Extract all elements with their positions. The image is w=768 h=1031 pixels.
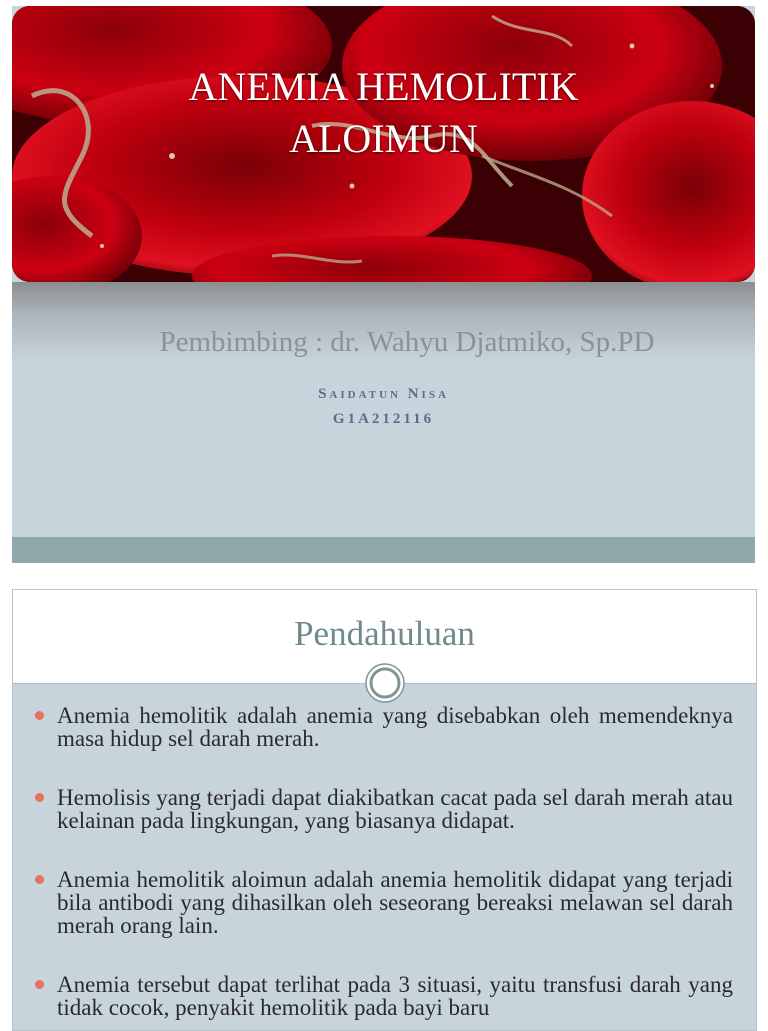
slide-title-line1: ANEMIA HEMOLITIK	[188, 64, 579, 109]
author-id: G1A212116	[332, 411, 435, 427]
author-block	[12, 382, 755, 432]
bullet-text: Hemolisis yang terjadi dapat diakibatkan cacat pada sel darah merah atau kelainan pada lingkungan, yang biasanya didapat.	[57, 785, 733, 833]
bullet-text: Anemia tersebut dapat terlihat pada 3 situasi, yaitu transfusi darah yang tidak cocok, penyakit hemolitik pada bayi baru	[57, 972, 733, 1020]
slide-title-line2: ALOIMUN	[289, 116, 478, 161]
bullet-item	[33, 704, 733, 750]
bullet-dot-icon	[35, 875, 44, 884]
author-name: Saidatun Nisa	[318, 386, 449, 402]
bullet-list	[33, 704, 733, 1031]
accent-band	[12, 537, 755, 563]
bullet-dot-icon	[35, 711, 44, 720]
supervisor-text: Pembimbing : dr. Wahyu Djatmiko, Sp.PD	[159, 326, 655, 358]
bullet-dot-icon	[35, 980, 44, 989]
bullet-dot-icon	[35, 793, 44, 802]
slide-title	[12, 61, 755, 165]
content-slide	[12, 589, 757, 1031]
bullet-item	[33, 973, 733, 1019]
content-slide-title: Pendahuluan	[294, 614, 475, 653]
title-slide	[12, 6, 755, 563]
bullet-text: Anemia hemolitik aloimun adalah anemia hemolitik didapat yang terjadi bila antibodi yang dihasilkan oleh seseorang bereaksi melawan sel darah merah orang lain.	[57, 867, 733, 938]
bullet-item	[33, 786, 733, 832]
bullet-item	[33, 868, 733, 937]
bullet-text: Anemia hemolitik adalah anemia yang disebabkan oleh memendeknya masa hidup sel darah merah.	[57, 703, 733, 751]
ring-ornament-icon	[365, 663, 405, 703]
blood-cells-hero	[12, 6, 755, 282]
